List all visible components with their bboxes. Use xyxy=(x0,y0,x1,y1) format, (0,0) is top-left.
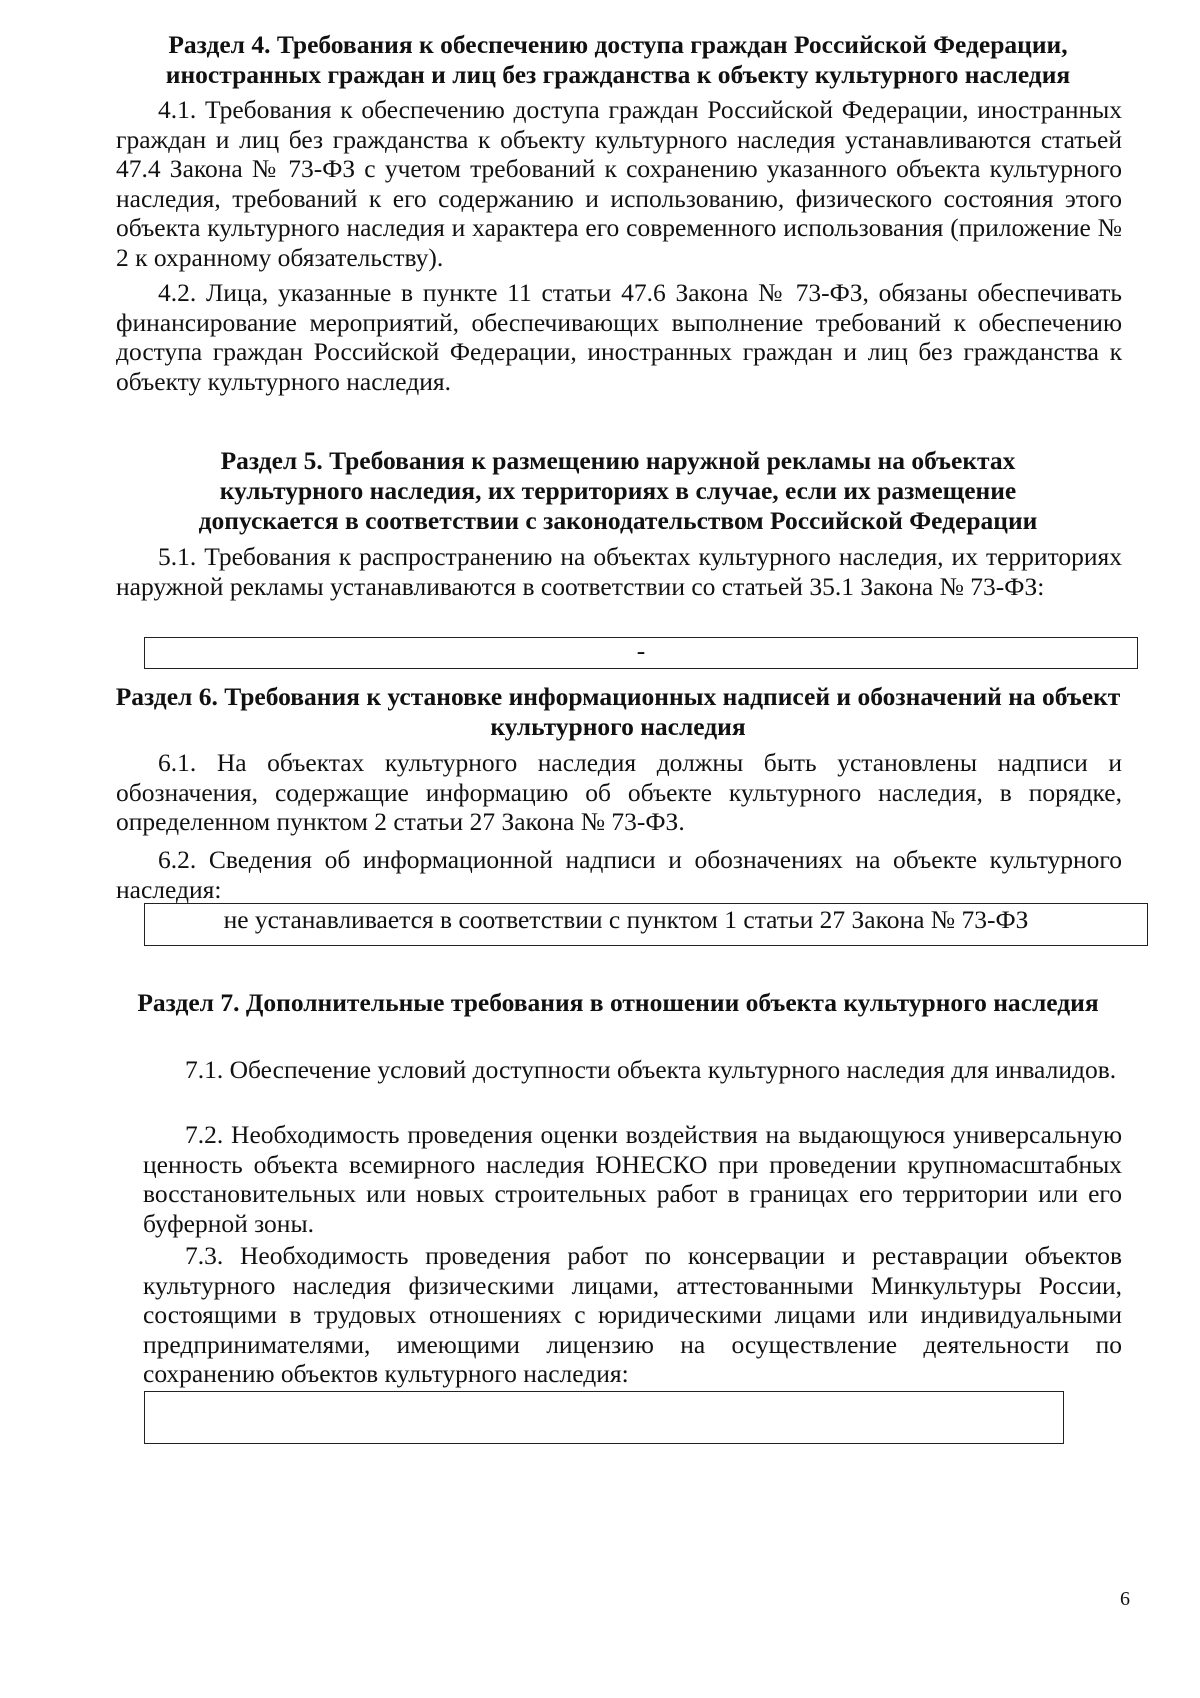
section-7-paragraph-3: 7.3. Необходимость проведения работ по консервации и реставрации объектов культурного наследия физическими лицами, аттестованными Минкультуры России, состоящими в трудовых отношениях с юридическими лицами или индивидуальными предпринимателями, имеющими лицензию на осуществление деятельности по сохранению объектов культурного наследия: xyxy=(143,1241,1122,1388)
section-5-value-box xyxy=(144,637,1138,669)
section-7-paragraph-1: 7.1. Обеспечение условий доступности объекта культурного наследия для инвалидов. xyxy=(185,1055,1117,1084)
section-7-paragraph-2: 7.2. Необходимость проведения оценки воздействия на выдающуюся универсальную ценность объекта всемирного наследия ЮНЕСКО при проведении крупномасштабных восстановительных или новых строительных работ в границах его территории или его буферной зоны. xyxy=(143,1120,1122,1238)
section-7-value-box xyxy=(144,1391,1064,1444)
section-5-title: Раздел 5. Требования к размещению наружной рекламы на объектах культурного наследия, их территориях в случае, если их размещение допускается в соответствии с законодательством Российской Федерации xyxy=(198,446,1038,535)
section-6-value: не устанавливается в соответствии с пунктом 1 статьи 27 Закона № 73-ФЗ xyxy=(223,905,1029,934)
section-4-title: Раздел 4. Требования к обеспечению доступа граждан Российской Федерации, иностранных граждан и лиц без гражданства к объекту культурного наследия xyxy=(165,30,1071,89)
section-5-paragraph-1: 5.1. Требования к распространению на объектах культурного наследия, их территориях наружной рекламы устанавливаются в соответствии со статьей 35.1 Закона № 73-ФЗ: xyxy=(116,542,1122,601)
section-6-value-box xyxy=(144,903,1148,946)
section-6-paragraph-1: 6.1. На объектах культурного наследия должны быть установлены надписи и обозначения, содержащие информацию об объекте культурного наследия, в порядке, определенном пунктом 2 статьи 27 Закона № 73-ФЗ. xyxy=(116,748,1122,836)
section-4-paragraph-1: 4.1. Требования к обеспечению доступа граждан Российской Федерации, иностранных граждан и лиц без гражданства к объекту культурного наследия устанавливаются статьей 47.4 Закона № 73-ФЗ с учетом требований к сохранению указанного объекта культурного наследия, требований к его содержанию и использованию, физического состояния этого объекта культурного наследия и характера его современного использования (приложение № 2 к охранному обязательству). xyxy=(116,95,1122,272)
section-6-paragraph-2: 6.2. Сведения об информационной надписи и обозначениях на объекте культурного наследия: xyxy=(116,845,1122,904)
section-5-value: - xyxy=(636,636,646,665)
section-6-title: Раздел 6. Требования к установке информационных надписей и обозначений на объект культурного наследия xyxy=(115,682,1121,741)
section-7-title: Раздел 7. Дополнительные требования в отношении объекта культурного наследия xyxy=(137,988,1099,1017)
section-4-paragraph-2: 4.2. Лица, указанные в пункте 11 статьи 47.6 Закона № 73-ФЗ, обязаны обеспечивать финансирование мероприятий, обеспечивающих выполнение требований к обеспечению доступа граждан Российской Федерации, иностранных граждан и лиц без гражданства к объекту культурного наследия. xyxy=(116,278,1122,396)
page-number: 6 xyxy=(1120,1588,1130,1610)
